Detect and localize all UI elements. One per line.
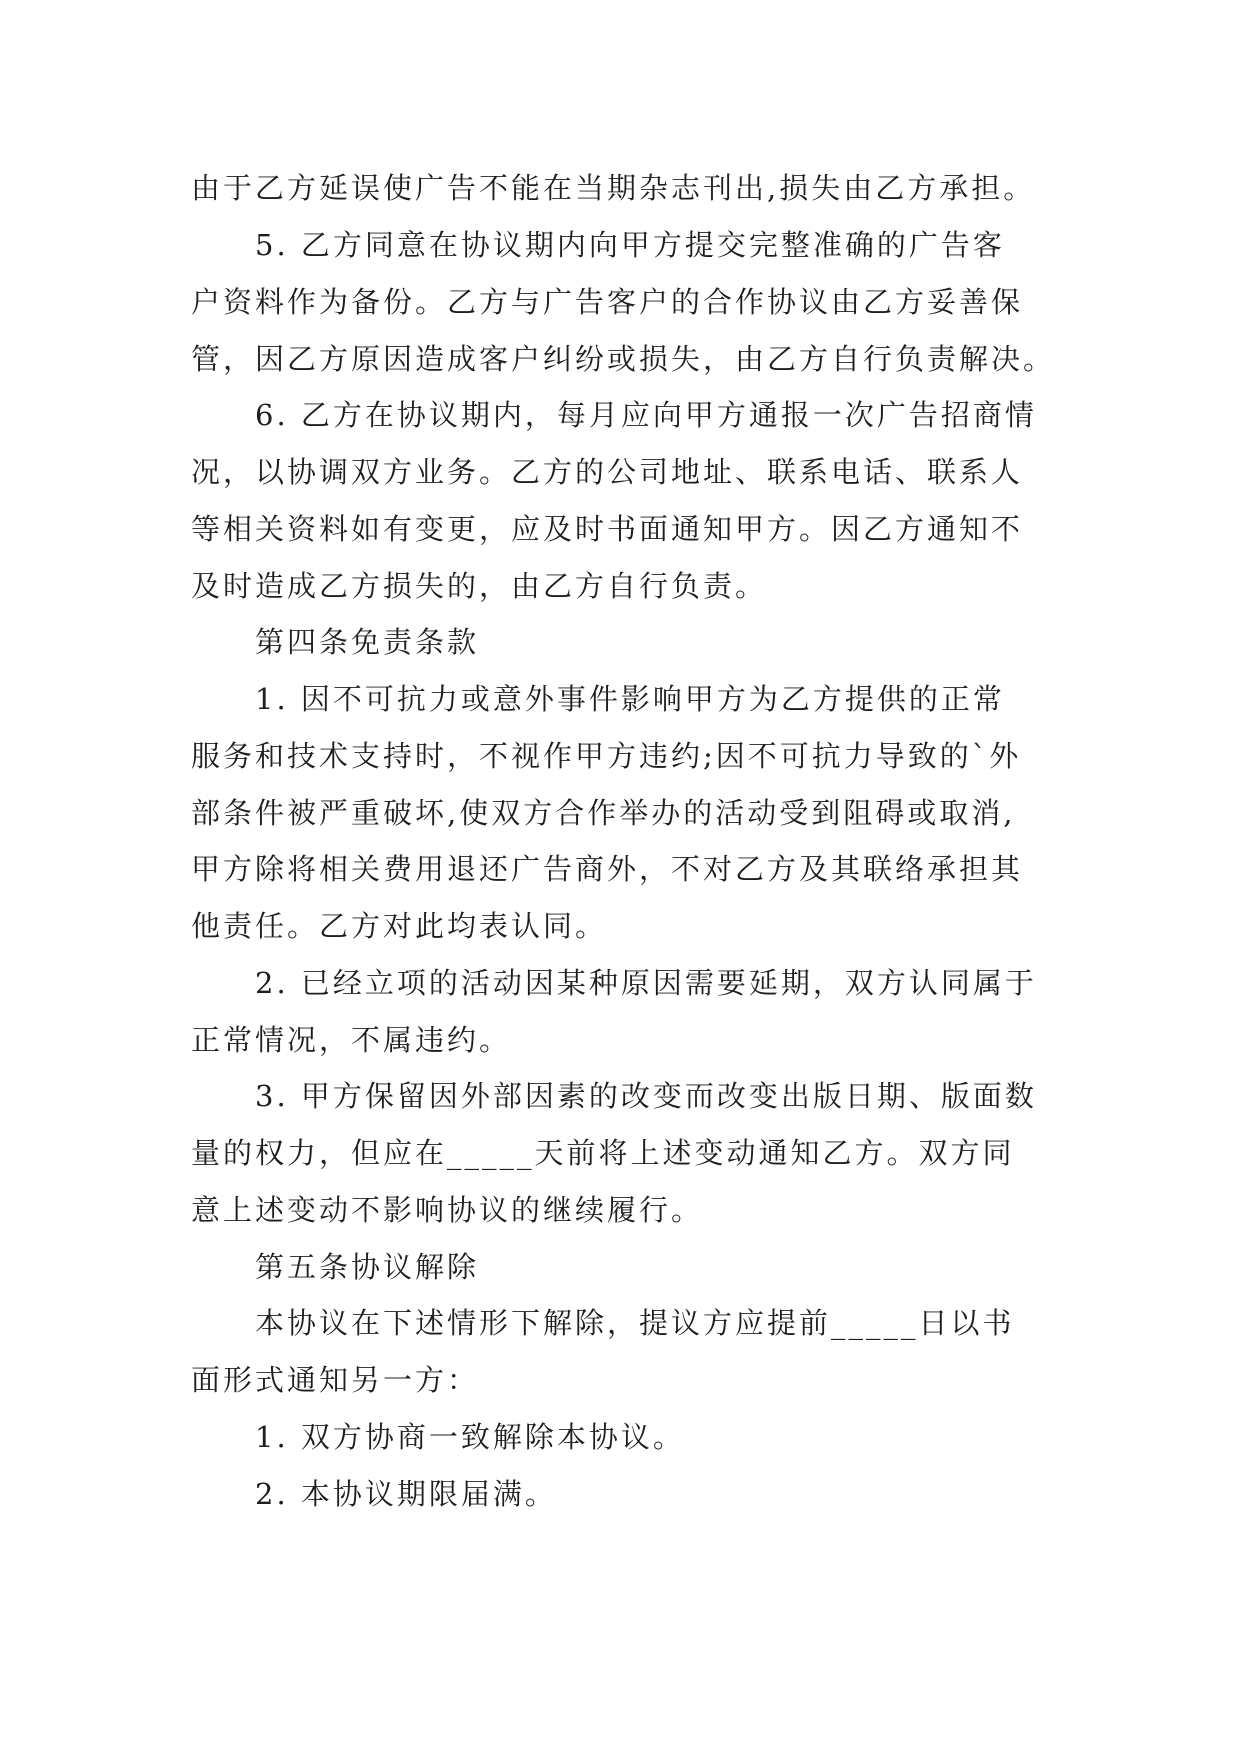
text-line: 量的权力，但应在_____天前将上述变动通知乙方。双方同 xyxy=(191,1136,1015,1170)
text-line: 2. 本协议期限届满。 xyxy=(255,1477,557,1511)
text-line: 本协议在下述情形下解除，提议方应提前_____日以书 xyxy=(255,1306,1015,1340)
text-line: 3. 甲方保留因外部因素的改变而改变出版日期、版面数 xyxy=(255,1079,1037,1113)
section-heading: 第四条免责条款 xyxy=(255,625,480,659)
text-line: 服务和技术支持时，不视作甲方违约;因不可抗力导致的`外 xyxy=(191,739,1022,773)
text-line: 等相关资料如有变更，应及时书面通知甲方。因乙方通知不 xyxy=(191,512,1024,546)
text-line: 由于乙方延误使广告不能在当期杂志刊出,损失由乙方承担。 xyxy=(191,171,1036,205)
text-line: 况，以协调双方业务。乙方的公司地址、联系电话、联系人 xyxy=(191,455,1024,489)
text-line: 及时造成乙方损失的，由乙方自行负责。 xyxy=(191,569,768,603)
text-line: 正常情况，不属违约。 xyxy=(191,1023,512,1057)
text-line: 面形式通知另一方： xyxy=(191,1363,480,1397)
text-line: 6. 乙方在协议期内，每月应向甲方通报一次广告招商情 xyxy=(255,398,1037,432)
text-line: 意上述变动不影响协议的继续履行。 xyxy=(191,1193,704,1227)
text-line: 他责任。乙方对此均表认同。 xyxy=(191,909,608,943)
section-heading: 第五条协议解除 xyxy=(255,1250,480,1284)
text-line: 5. 乙方同意在协议期内向甲方提交完整准确的广告客 xyxy=(255,228,1005,262)
text-line: 甲方除将相关费用退还广告商外，不对乙方及其联络承担其 xyxy=(191,852,1024,886)
text-line: 1. 双方协商一致解除本协议。 xyxy=(255,1420,685,1454)
text-line: 户资料作为备份。乙方与广告客户的合作协议由乙方妥善保 xyxy=(191,285,1024,319)
text-line: 管，因乙方原因造成客户纠纷或损失，由乙方自行负责解决。 xyxy=(191,342,1056,376)
text-line: 2. 已经立项的活动因某种原因需要延期，双方认同属于 xyxy=(255,966,1037,1000)
text-line: 1. 因不可抗力或意外事件影响甲方为乙方提供的正常 xyxy=(255,682,1005,716)
text-line: 部条件被严重破坏,使双方合作举办的活动受到阻碍或取消, xyxy=(191,796,1016,830)
